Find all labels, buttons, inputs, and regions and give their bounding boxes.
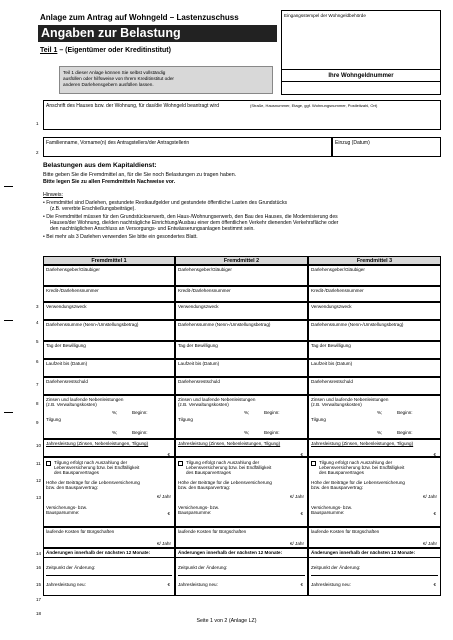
annual-payment-field-2[interactable] <box>175 439 308 457</box>
purpose-label: Verwendungszweck <box>46 304 87 309</box>
tilgung-begin: Beginn: <box>264 430 280 435</box>
purpose-field-1[interactable] <box>43 302 175 320</box>
row-number-2: 2 <box>36 150 39 155</box>
changes-label: Änderungen innerhalb der nächsten 12 Monate: <box>46 550 151 555</box>
tilgung-percent: %; <box>377 430 383 435</box>
credit_no-label: Kredit-/Darlehensnummer <box>311 288 364 293</box>
guarantee-field-2[interactable] <box>175 527 308 548</box>
tilgung-label: Tilgung <box>178 417 193 422</box>
lender-label: Darlehensgeber/Gläubiger <box>178 267 232 272</box>
lender-label: Darlehensgeber/Gläubiger <box>46 267 100 272</box>
row-number-11: 11 <box>36 461 41 466</box>
interest-begin: Beginn: <box>132 410 148 415</box>
nominal-label: Darlehenssumme (Nenn-/Umstellungsbetrag) <box>311 322 404 327</box>
contrib-label-b: bzw. den Bausparvertrag: <box>311 485 364 490</box>
wohngeld-number-label: Ihre Wohngeldnummer <box>328 73 394 79</box>
column-header-3: Fremdmittel 3 <box>308 256 441 265</box>
row-number-18: 18 <box>36 611 42 616</box>
interest-begin: Beginn: <box>264 410 280 415</box>
hinweis-bullet-1b: (z.B. vererbte Erschließungsbeiträge). <box>50 206 136 212</box>
changes-field-1[interactable] <box>43 548 175 596</box>
term-label: Laufzeit bis (Datum) <box>46 361 88 366</box>
approval-label: Tag der Bewilligung <box>46 343 86 348</box>
wohngeld-number-box[interactable] <box>281 69 441 95</box>
changes-divider <box>176 557 307 558</box>
euro-sign: € <box>167 452 170 457</box>
euro-sign: € <box>433 511 436 516</box>
interest-label-b: (z.B. Verwaltungskosten) <box>311 402 362 407</box>
banner-title: Angaben zur Belastung <box>38 25 277 42</box>
lender-field-2[interactable] <box>175 265 308 286</box>
approval-field-2[interactable] <box>175 341 308 359</box>
hinweis-bullet-2: • Die Fremdmittel müssen für den Grundstückserwerb, den Haus-/Wohnungserwerb, den Bau des Hauses, die Modernisierung des <box>43 214 338 220</box>
lender-field-1[interactable] <box>43 265 175 286</box>
lender-field-3[interactable] <box>308 265 441 286</box>
annual-rate-label: Jahresleistung neu: <box>178 582 218 587</box>
nominal-field-3[interactable] <box>308 320 441 341</box>
page-footer: Seite 1 von 2 (Anlage LZ) <box>196 618 257 624</box>
credit_no-label: Kredit-/Darlehensnummer <box>178 288 231 293</box>
per-year: €/ Jahr <box>289 541 304 546</box>
hinweis-bullet-2b: Hauses/der Wohnung, die/den nachträgliche Einrichtung/Ausbau einer dem öffentlichen Verkehr dienenden Verkehrsfläche oder <box>50 220 339 226</box>
intro-box <box>59 66 273 94</box>
approval-field-1[interactable] <box>43 341 175 359</box>
credit_no-field-3[interactable] <box>308 286 441 302</box>
interest-field-2[interactable] <box>175 395 308 439</box>
sum-label-a: Versicherungs- bzw. <box>178 505 220 510</box>
move-in-date-label: Einzug (Datum) <box>335 140 370 146</box>
sum-label-a: Versicherungs- bzw. <box>311 505 353 510</box>
life-insurance-checkbox[interactable] <box>46 461 51 466</box>
hinweis-label: Hinweis: <box>43 192 64 198</box>
tilgung-begin: Beginn: <box>132 430 148 435</box>
tilgung-label: Tilgung <box>46 417 61 422</box>
credit_no-label: Kredit-/Darlehensnummer <box>46 288 99 293</box>
remaining-label: Darlehensrestschuld <box>178 379 220 384</box>
address-hint: (Straße, Hausnummer, Etage, ggf. Wohnungsnummer, Postleitzahl, Ort) <box>250 103 378 108</box>
contrib-label-b: bzw. den Bausparvertrag: <box>178 485 231 490</box>
credit_no-field-2[interactable] <box>175 286 308 302</box>
remaining-label: Darlehensrestschuld <box>311 379 353 384</box>
credit_no-field-1[interactable] <box>43 286 175 302</box>
approval-label: Tag der Bewilligung <box>178 343 218 348</box>
guarantee-label: laufende Kosten für Bürgschaften <box>311 529 380 534</box>
per-year: €/ Jahr <box>156 494 171 499</box>
interest-label-b: (z.B. Verwaltungskosten) <box>46 402 97 407</box>
changes-divider <box>44 557 174 558</box>
sum-label-a: Versicherungs- bzw. <box>46 505 88 510</box>
life-label-b: Lebensversicherung bzw. bei Endfälligkeit <box>54 465 140 470</box>
tilgung-label: Tilgung <box>311 417 326 422</box>
remaining-field-1[interactable] <box>43 377 175 395</box>
life-label-b: Lebensversicherung bzw. bei Endfälligkeit <box>186 465 272 470</box>
remaining-label: Darlehensrestschuld <box>46 379 88 384</box>
applicant-name-field[interactable] <box>43 137 332 157</box>
life-label-a: Tilgung erfolgt nach Auszahlung der <box>54 460 128 465</box>
life-label-a: Tilgung erfolgt nach Auszahlung der <box>319 460 393 465</box>
capital-line-1: Bitte geben Sie die Fremdmittel an, für die Sie noch Belastungen zu tragen haben. <box>43 172 237 178</box>
euro-sign: € <box>433 582 436 587</box>
per-year: €/ Jahr <box>422 541 437 546</box>
per-year: €/ Jahr <box>156 541 171 546</box>
changes-label: Änderungen innerhalb der nächsten 12 Monate: <box>311 550 416 555</box>
column-header-1: Fremdmittel 1 <box>43 256 175 265</box>
row-number-6: 6 <box>36 359 39 364</box>
per-year: €/ Jahr <box>289 494 304 499</box>
annual-rate-label: Jahresleistung neu: <box>311 582 351 587</box>
remaining-field-2[interactable] <box>175 377 308 395</box>
row-number-17: 17 <box>36 597 42 602</box>
move-in-date-field[interactable] <box>332 137 441 157</box>
change-date-line <box>311 575 438 576</box>
hinweis-bullet-3: • Bei mehr als 3 Darlehen verwenden Sie bitte ein gesondertes Blatt. <box>43 234 198 240</box>
term-field-1[interactable] <box>43 359 175 377</box>
row-number-9: 9 <box>36 420 39 425</box>
interest-field-1[interactable] <box>43 395 175 439</box>
changes-field-3[interactable] <box>308 548 441 596</box>
tilgung-percent: %; <box>112 430 118 435</box>
interest-label-a: Zinsen und laufende Nebenleistungen <box>178 397 256 402</box>
contrib-label-a: Höhe der Beiträge für die Lebensversicherung <box>311 480 405 485</box>
euro-sign: € <box>167 582 170 587</box>
contrib-label-a: Höhe der Beiträge für die Lebensversicherung <box>178 480 272 485</box>
life-label-c: des Bausparvertrages <box>54 470 99 475</box>
interest-percent: %; <box>112 410 118 415</box>
life-label-c: des Bausparvertrages <box>186 470 231 475</box>
euro-sign: € <box>300 582 303 587</box>
lender-label: Darlehensgeber/Gläubiger <box>311 267 365 272</box>
interest-label-a: Zinsen und laufende Nebenleistungen <box>311 397 389 402</box>
annual-rate-label: Jahresleistung neu: <box>46 582 86 587</box>
hinweis-bullet-2c: den nachträglichen Anschluss an Versorgungs- und Entwässerungsanlagen bestimmt sein. <box>50 226 255 232</box>
interest-begin: Beginn: <box>397 410 413 415</box>
nominal-label: Darlehenssumme (Nenn-/Umstellungsbetrag) <box>178 322 271 327</box>
column-header-2: Fremdmittel 2 <box>175 256 308 265</box>
nominal-field-1[interactable] <box>43 320 175 341</box>
purpose-label: Verwendungszweck <box>178 304 219 309</box>
guarantee-label: laufende Kosten für Bürgschaften <box>178 529 247 534</box>
part-number: Teil 1 <box>40 47 58 54</box>
change-date-label: Zeitpunkt der Änderung: <box>178 565 228 570</box>
euro-sign: € <box>433 452 436 457</box>
contrib-label-b: bzw. den Bausparvertrag: <box>46 485 99 490</box>
changes-divider <box>309 557 440 558</box>
changes-field-2[interactable] <box>175 548 308 596</box>
term-label: Laufzeit bis (Datum) <box>178 361 220 366</box>
annual-payment-label: Jahresleistung (Zinsen, Nebenleistungen, Tilgung) <box>311 441 414 446</box>
term-label: Laufzeit bis (Datum) <box>311 361 353 366</box>
address-field[interactable] <box>43 100 441 130</box>
tilgung-percent: %; <box>244 430 250 435</box>
part-subheading: – (Eigentümer oder Kreditinstitut) <box>57 47 171 54</box>
life-label-a: Tilgung erfolgt nach Auszahlung der <box>186 460 260 465</box>
life-label-c: des Bausparvertrages <box>319 470 364 475</box>
guarantee-label: laufende Kosten für Bürgschaften <box>46 529 115 534</box>
loan-table <box>43 256 441 614</box>
row-number-8: 8 <box>36 401 39 406</box>
capital-line-2: Bitte legen Sie zu allen Fremdmitteln Nachweise vor. <box>43 179 176 185</box>
purpose-label: Verwendungszweck <box>311 304 352 309</box>
life-insurance-checkbox[interactable] <box>311 461 316 466</box>
form-title: Anlage zum Antrag auf Wohngeld – Lastenzuschuss <box>40 13 239 22</box>
interest-percent: %; <box>377 410 383 415</box>
row-number-7: 7 <box>36 382 39 387</box>
change-date-label: Zeitpunkt der Änderung: <box>311 565 361 570</box>
row-number-12: 12 <box>36 478 42 483</box>
annual-payment-field-1[interactable] <box>43 439 175 457</box>
interest-field-3[interactable] <box>308 395 441 439</box>
nominal-label: Darlehenssumme (Nenn-/Umstellungsbetrag) <box>46 322 139 327</box>
interest-percent: %; <box>244 410 250 415</box>
fold-mark-2 <box>4 320 13 321</box>
row-number-10: 10 <box>36 443 42 448</box>
per-year: €/ Jahr <box>422 494 437 499</box>
hinweis-bullet-1: • Fremdmittel sind Darlehen, gestundete Restkaufgelder und gestundete öffentliche Lasten des Grundstücks <box>43 200 288 206</box>
life-insurance-field-1[interactable] <box>43 457 175 527</box>
guarantee-field-3[interactable] <box>308 527 441 548</box>
change-date-line <box>46 575 172 576</box>
euro-sign: € <box>300 452 303 457</box>
annual-payment-label: Jahresleistung (Zinsen, Nebenleistungen, Tilgung) <box>46 441 149 446</box>
euro-sign: € <box>300 511 303 516</box>
address-label: Anschrift des Hauses bzw. der Wohnung, für das/die Wohngeld beantragt wird <box>46 103 219 109</box>
applicant-name-label: Familienname, Vorname(n) des Antragstellers/der Antragstellerin <box>46 140 190 146</box>
fold-mark-1 <box>4 186 13 187</box>
sum-label-b: Bausparsumme: <box>311 510 345 515</box>
life-insurance-checkbox[interactable] <box>178 461 183 466</box>
purpose-field-3[interactable] <box>308 302 441 320</box>
row-number-1: 1 <box>36 121 39 126</box>
sum-label-b: Bausparsumme: <box>46 510 80 515</box>
remaining-field-3[interactable] <box>308 377 441 395</box>
guarantee-field-1[interactable] <box>43 527 175 548</box>
row-number-13: 13 <box>36 495 42 500</box>
interest-label-b: (z.B. Verwaltungskosten) <box>178 402 229 407</box>
row-number-5: 5 <box>36 339 39 344</box>
nominal-field-2[interactable] <box>175 320 308 341</box>
life-insurance-field-2[interactable] <box>175 457 308 527</box>
sum-label-b: Bausparsumme: <box>178 510 212 515</box>
approval-label: Tag der Bewilligung <box>311 343 351 348</box>
stamp-label: Eingangsstempel der Wohngeldbehörde <box>284 13 366 18</box>
capital-heading: Belastungen aus dem Kapitaldienst: <box>43 162 157 169</box>
euro-sign: € <box>167 511 170 516</box>
change-date-line <box>178 575 305 576</box>
part-heading <box>40 47 171 54</box>
row-number-16: 16 <box>36 565 42 570</box>
approval-field-3[interactable] <box>308 341 441 359</box>
term-field-2[interactable] <box>175 359 308 377</box>
annual-payment-field-3[interactable] <box>308 439 441 457</box>
term-field-3[interactable] <box>308 359 441 377</box>
interest-label-a: Zinsen und laufende Nebenleistungen <box>46 397 124 402</box>
fold-mark-3 <box>4 412 13 413</box>
row-number-4: 4 <box>36 320 39 325</box>
purpose-field-2[interactable] <box>175 302 308 320</box>
row-number-14: 14 <box>36 551 42 556</box>
intro-text: Teil 1 dieser Anlage können Sie selbst vollständig ausfüllen oder hilfsweise von Ihrem Kreditinstitut oder anderen Darlehensgebern ausfüllen lassen. <box>63 70 174 87</box>
tilgung-begin: Beginn: <box>397 430 413 435</box>
contrib-label-a: Höhe der Beiträge für die Lebensversicherung <box>46 480 140 485</box>
row-number-3: 3 <box>36 304 39 309</box>
changes-label: Änderungen innerhalb der nächsten 12 Monate: <box>178 550 283 555</box>
life-label-b: Lebensversicherung bzw. bei Endfälligkeit <box>319 465 405 470</box>
row-number-15: 15 <box>36 582 42 587</box>
annual-payment-label: Jahresleistung (Zinsen, Nebenleistungen, Tilgung) <box>178 441 281 446</box>
change-date-label: Zeitpunkt der Änderung: <box>46 565 96 570</box>
life-insurance-field-3[interactable] <box>308 457 441 527</box>
